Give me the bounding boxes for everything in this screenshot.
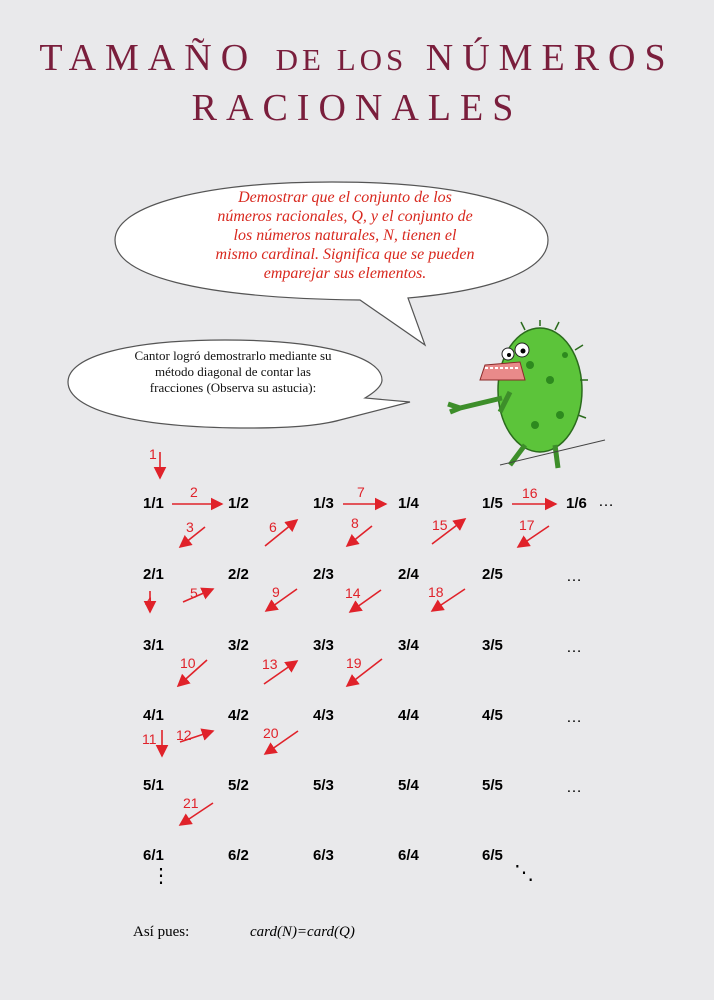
fraction-1-1: 1/1 [143, 495, 164, 512]
arrow-number-18: 18 [428, 584, 444, 600]
fraction-1-3: 1/3 [313, 495, 334, 512]
arrow-number-14: 14 [345, 585, 361, 601]
main-bubble-line: Demostrar que el conjunto de los [238, 189, 452, 206]
fraction-5-3: 5/3 [313, 777, 334, 794]
fraction-5-1: 5/1 [143, 777, 164, 794]
title-word-tamano: TAMAÑO [39, 37, 258, 79]
fraction-6-5: 6/5 [482, 847, 503, 864]
fraction-1-5: 1/5 [482, 495, 503, 512]
fraction-6-3: 6/3 [313, 847, 334, 864]
fraction-6-1: 6/1 [143, 847, 164, 864]
fraction-2-3: 2/3 [313, 566, 334, 583]
title-word-delos: DE LOS [275, 42, 408, 77]
arrow-number-20: 20 [263, 725, 279, 741]
main-bubble-line: emparejar sus elementos. [263, 265, 427, 282]
arrow-number-10: 10 [180, 655, 196, 671]
ellipsis: … [566, 779, 582, 796]
arrow-5 [183, 589, 213, 602]
fraction-2-1: 2/1 [143, 566, 164, 583]
title-word-numeros: NÚMEROS [425, 37, 675, 79]
fraction-4-2: 4/2 [228, 707, 249, 724]
arrow-number-19: 19 [346, 655, 362, 671]
fraction-3-2: 3/2 [228, 637, 249, 654]
arrow-number-7: 7 [357, 484, 365, 500]
secondary-bubble-line: método diagonal de contar las [155, 364, 311, 379]
page-title-line-2: RACIONALES [191, 87, 523, 129]
fraction-3-3: 3/3 [313, 637, 334, 654]
arrow-number-6: 6 [269, 519, 277, 535]
fraction-2-5: 2/5 [482, 566, 503, 583]
arrow-number-9: 9 [272, 584, 280, 600]
conclusion-label: Así pues: [133, 924, 190, 940]
arrow-number-15: 15 [432, 517, 448, 533]
fraction-6-4: 6/4 [398, 847, 419, 864]
fraction-1-4: 1/4 [398, 495, 419, 512]
arrow-number-1: 1 [149, 446, 157, 462]
fraction-5-2: 5/2 [228, 777, 249, 794]
arrow-number-21: 21 [183, 795, 199, 811]
fraction-5-4: 5/4 [398, 777, 419, 794]
secondary-bubble-line: fracciones (Observa su astucia): [149, 380, 317, 395]
fraction-4-1: 4/1 [143, 707, 164, 724]
arrow-number-5: 5 [190, 585, 198, 601]
fraction-4-5: 4/5 [482, 707, 503, 724]
main-bubble-line: números racionales, Q, y el conjunto de [217, 208, 473, 225]
fraction-3-1: 3/1 [143, 637, 164, 654]
arrow-number-11: 11 [142, 731, 157, 747]
ellipsis: … [598, 493, 614, 510]
main-bubble-line: los números naturales, N, tienen el [233, 227, 457, 244]
fraction-4-4: 4/4 [398, 707, 419, 724]
arrow-number-16: 16 [522, 485, 538, 501]
fraction-5-5: 5/5 [482, 777, 503, 794]
conclusion-formula: card(N)=card(Q) [250, 924, 355, 940]
fraction-4-3: 4/3 [313, 707, 334, 724]
arrow-number-12: 12 [176, 727, 192, 743]
ellipsis: … [566, 709, 582, 726]
arrow-number-4: 4 [145, 594, 153, 610]
arrow-number-13: 13 [262, 656, 278, 672]
fraction-6-2: 6/2 [228, 847, 249, 864]
arrow-number-8: 8 [351, 515, 359, 531]
fraction-3-5: 3/5 [482, 637, 503, 654]
fraction-2-2: 2/2 [228, 566, 249, 583]
secondary-bubble-line: Cantor logró demostrarlo mediante su [134, 348, 332, 363]
fraction-1-6: 1/6 [566, 495, 587, 512]
arrow-9 [266, 589, 297, 611]
fraction-3-4: 3/4 [398, 637, 419, 654]
ellipsis: … [566, 568, 582, 585]
arrow-number-2: 2 [190, 484, 198, 500]
vertical-dots: ⋮ [151, 865, 171, 887]
main-bubble-line: mismo cardinal. Significa que se pueden [215, 246, 475, 263]
diagonal-dots: ⋱ [514, 862, 534, 884]
arrow-number-17: 17 [519, 517, 535, 533]
arrow-number-3: 3 [186, 519, 194, 535]
fraction-2-4: 2/4 [398, 566, 419, 583]
fraction-1-2: 1/2 [228, 495, 249, 512]
ellipsis: … [566, 639, 582, 656]
